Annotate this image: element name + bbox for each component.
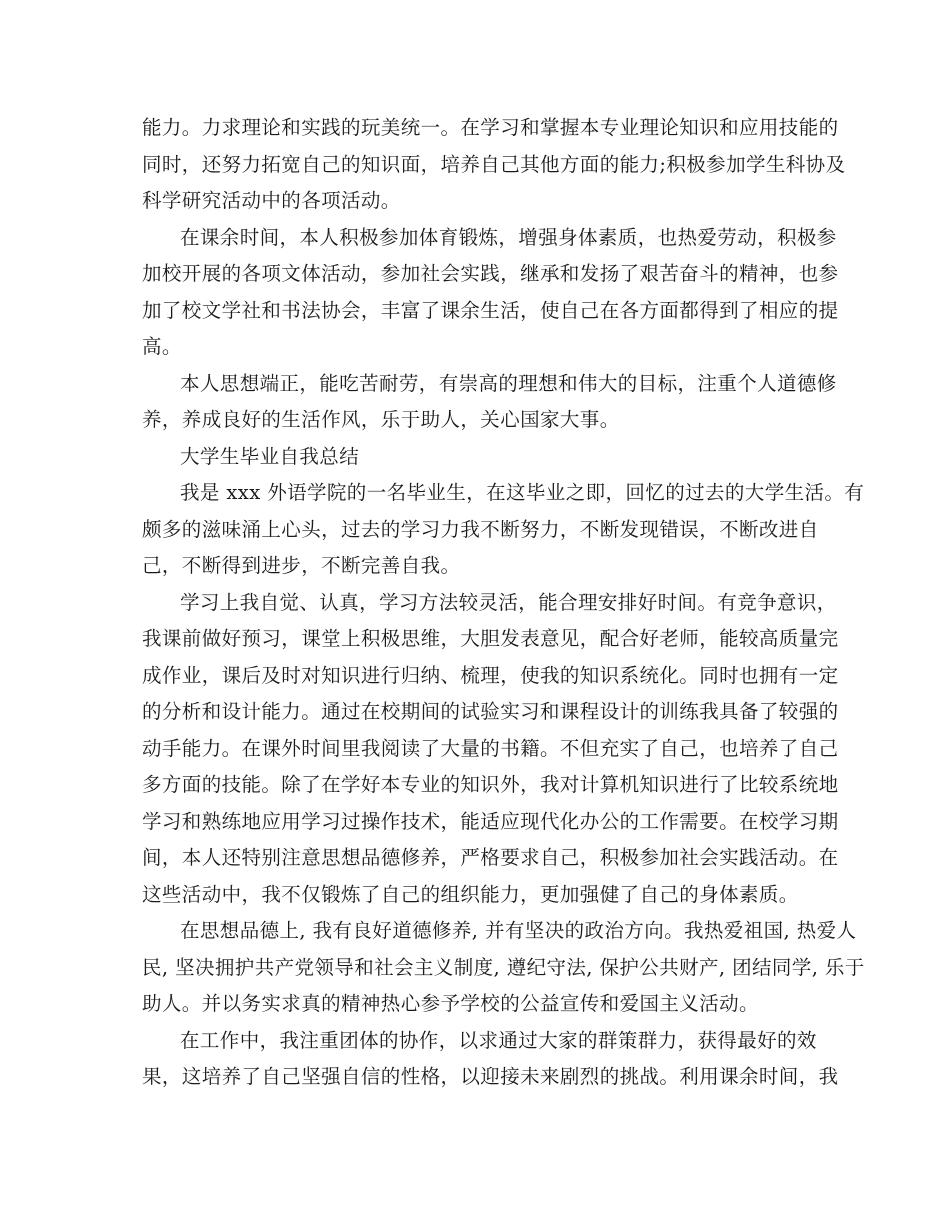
text-line: 的分析和设计能力。通过在校期间的试验实习和课程设计的训练我具备了较强的 bbox=[142, 700, 839, 723]
text-line: 加校开展的各项文体活动，参加社会实践，继承和发扬了艰苦奋斗的精神，也参 bbox=[142, 262, 839, 285]
text-line: 高。 bbox=[142, 335, 182, 358]
text-line: 在工作中，我注重团体的协作，以求通过大家的群策群力，获得最好的效 bbox=[180, 1028, 817, 1052]
text-line: 间，本人还特别注意思想品德修养，严格要求自己，积极参加社会实践活动。在 bbox=[142, 846, 839, 869]
text-line: 颇多的滋味涌上心头，过去的学习力我不断努力，不断发现错误，不断改进自 bbox=[142, 517, 819, 541]
text-line: 我是 xxx 外语学院的一名毕业生，在这毕业之即，回忆的过去的大学生活。有 bbox=[180, 481, 865, 504]
text-line: 我课前做好预习，课堂上积极思维，大胆发表意见，配合好老师，能较高质量完 bbox=[142, 627, 839, 650]
text-line: 民, 坚决拥护共产党领导和社会主义制度, 遵纪守法, 保护公共财产, 团结同学, 乐于 bbox=[142, 955, 865, 979]
text-line: 这些活动中，我不仅锻炼了自己的组织能力，更加强健了自己的身体素质。 bbox=[142, 882, 799, 906]
text-line: 动手能力。在课外时间里我阅读了大量的书籍。不但充实了自己，也培养了自己 bbox=[142, 736, 839, 760]
text-line: 在思想品德上, 我有良好道德修养, 并有坚决的政治方向。我热爱祖国, 热爱人 bbox=[180, 919, 857, 942]
text-line: 成作业，课后及时对知识进行归纳、梳理，使我的知识系统化。同时也拥有一定 bbox=[142, 663, 839, 687]
text-line: 大学生毕业自我总结 bbox=[180, 444, 360, 468]
text-line: 在课余时间，本人积极参加体育锻炼，增强身体素质，也热爱劳动，积极参 bbox=[180, 225, 837, 249]
body-text bbox=[142, 110, 865, 1096]
text-line: 科学研究活动中的各项活动。 bbox=[142, 189, 401, 212]
text-line: 本人思想端正，能吃苦耐劳，有崇高的理想和伟大的目标，注重个人道德修 bbox=[180, 371, 837, 395]
text-line: 加了校文学社和书法协会，丰富了课余生活，使自己在各方面都得到了相应的提 bbox=[142, 298, 839, 322]
text-line: 己，不断得到进步，不断完善自我。 bbox=[142, 554, 461, 577]
text-line: 多方面的技能。除了在学好本专业的知识外，我对计算机知识进行了比较系统地 bbox=[142, 773, 839, 796]
text-line: 能力。力求理论和实践的玩美统一。在学习和掌握本专业理论知识和应用技能的 bbox=[142, 116, 839, 139]
text-line: 助人。并以务实求真的精神热心参予学校的公益宣传和爱国主义活动。 bbox=[142, 992, 759, 1015]
text-line: 学习和熟练地应用学习过操作技术，能适应现代化办公的工作需要。在校学习期 bbox=[142, 809, 839, 833]
text-line: 养，养成良好的生活作风，乐于助人，关心国家大事。 bbox=[142, 408, 620, 431]
text-line: 学习上我自觉、认真，学习方法较灵活，能合理安排好时间。有竞争意识， bbox=[180, 590, 837, 614]
text-line: 果，这培养了自己坚强自信的性格，以迎接未来剧烈的挑战。利用课余时间，我 bbox=[142, 1065, 839, 1088]
text-line: 同时，还努力拓宽自己的知识面，培养自己其他方面的能力;积极参加学生科协及 bbox=[142, 152, 846, 176]
